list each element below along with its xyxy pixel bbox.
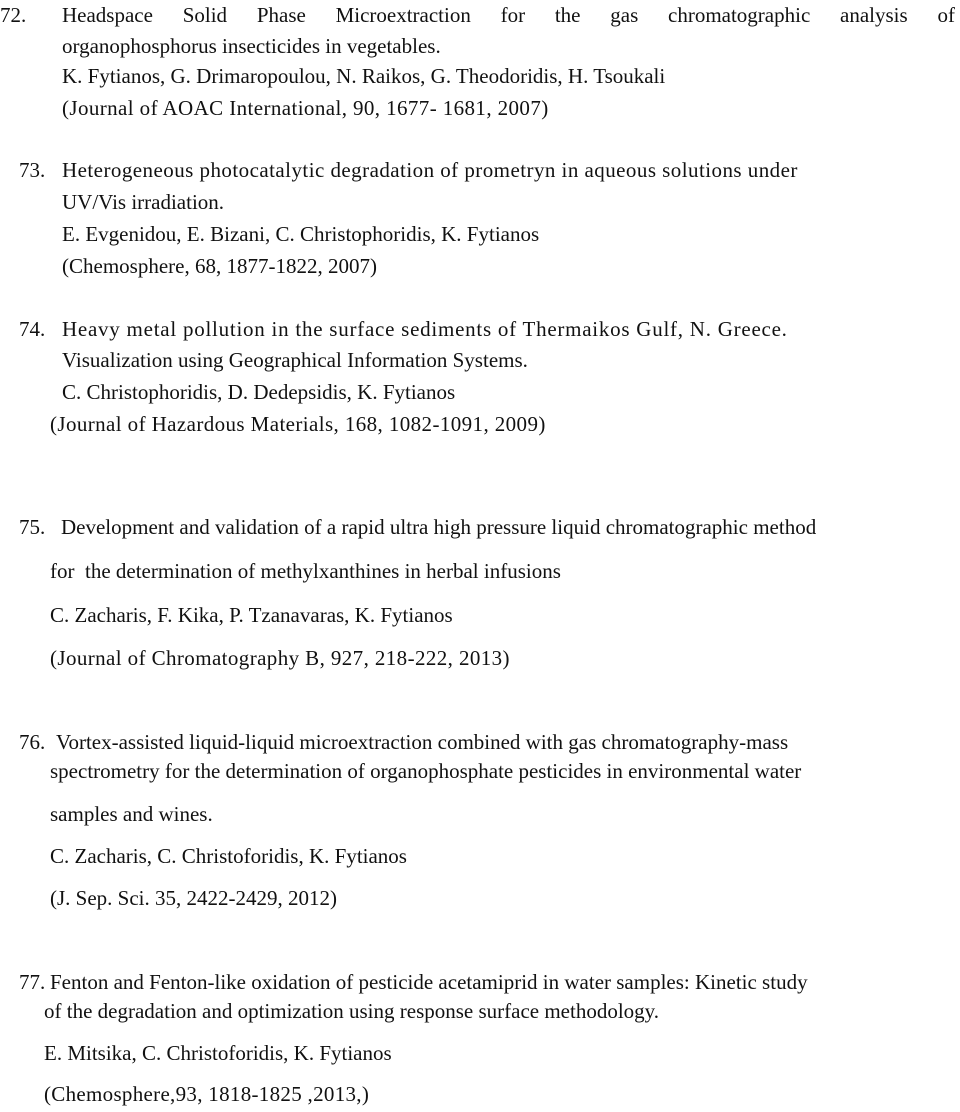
title-word: Microextraction [335, 3, 471, 27]
title-word: for [500, 3, 526, 27]
entry-authors: E. Evgenidou, E. Bizani, C. Christophoridis, K. Fytianos [62, 222, 540, 246]
title-word: chromatographic [668, 3, 811, 27]
title-word: Phase [256, 3, 306, 27]
entry-number: 75. [19, 515, 46, 539]
entry-citation: (Journal of Hazardous Materials, 168, 1082-1091, 2009) [50, 412, 546, 436]
entry-citation: (Chemosphere, 68, 1877-1822, 2007) [62, 254, 377, 278]
title-word: gas [610, 3, 639, 27]
title-word: the [554, 3, 581, 27]
entry-citation: (Journal of Chromatography B, 927, 218-222, 2013) [50, 646, 510, 670]
title-word: Solid [182, 3, 228, 27]
entry-number: 73. [19, 158, 46, 182]
entry-title-line: Development and validation of a rapid ultra high pressure liquid chromatographic method [61, 515, 817, 539]
title-word: analysis [840, 3, 908, 27]
entry-citation: (J. Sep. Sci. 35, 2422-2429, 2012) [50, 886, 337, 910]
entry-title-line: UV/Vis irradiation. [62, 190, 225, 214]
entry-authors: E. Mitsika, C. Christoforidis, K. Fytianos [44, 1041, 392, 1065]
entry-title-line: samples and wines. [50, 802, 213, 826]
entry-authors: C. Zacharis, F. Kika, P. Tzanavaras, K. Fytianos [50, 603, 453, 627]
title-word: Headspace [62, 3, 153, 27]
entry-title-line: for the determination of methylxanthines in herbal infusions [50, 559, 561, 583]
entry-number: 74. [19, 317, 46, 341]
entry-number: 77. [19, 970, 46, 994]
entry-authors: K. Fytianos, G. Drimaropoulou, N. Raikos, G. Theodoridis, H. Tsoukali [62, 64, 666, 88]
entry-title-line: organophosphorus insecticides in vegetables. [62, 34, 441, 58]
entry-title-line: Visualization using Geographical Information Systems. [62, 348, 528, 372]
entry-title-line [62, 2, 955, 28]
entry-number: 76. [19, 730, 46, 754]
entry-number: 72. [0, 3, 27, 27]
entry-title-line: of the degradation and optimization using response surface methodology. [44, 999, 660, 1023]
entry-title-line: Heavy metal pollution in the surface sediments of Thermaikos Gulf, N. Greece. [62, 317, 788, 341]
entry-citation: (Journal of AOAC International, 90, 1677- 1681, 2007) [62, 96, 549, 120]
entry-title-line: Heterogeneous photocatalytic degradation of prometryn in aqueous solutions under [62, 158, 798, 182]
entry-title-line: Fenton and Fenton-like oxidation of pesticide acetamiprid in water samples: Kinetic study [50, 970, 808, 994]
entry-citation: (Chemosphere,93, 1818-1825 ,2013,) [44, 1082, 370, 1106]
title-word: of [937, 3, 955, 27]
entry-title-line: spectrometry for the determination of organophosphate pesticides in environmental water [50, 759, 802, 783]
entry-authors: C. Christophoridis, D. Dedepsidis, K. Fytianos [62, 380, 456, 404]
entry-title-line: Vortex-assisted liquid-liquid microextraction combined with gas chromatography-mass [56, 730, 789, 754]
entry-authors: C. Zacharis, C. Christoforidis, K. Fytianos [50, 844, 407, 868]
